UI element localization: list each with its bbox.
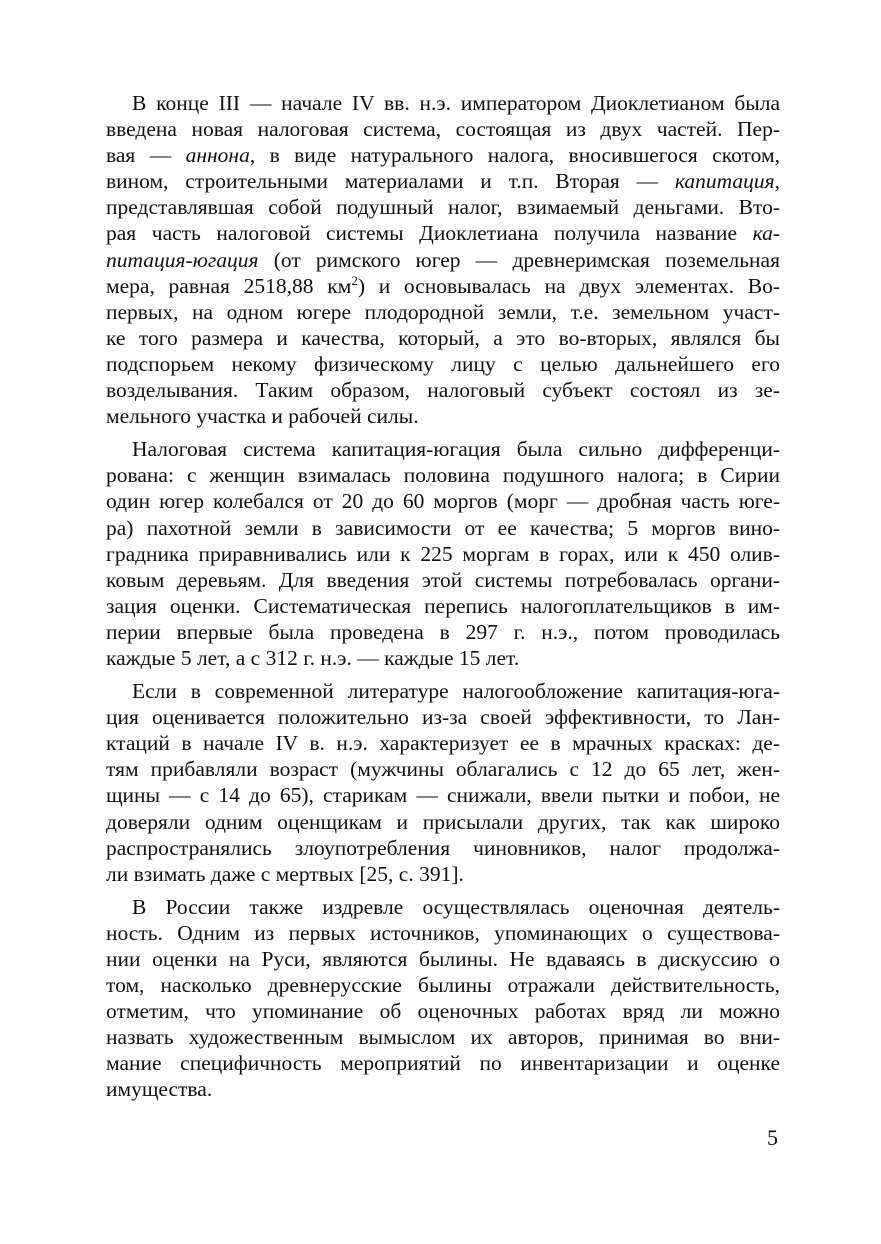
text-segment: ковым деревьям. Для введения этой системы потребовалась органи-	[106, 567, 780, 592]
text-segment: возделывания. Таким образом, налоговый субъект состоял из зе-	[106, 378, 780, 403]
text-line	[106, 567, 780, 593]
text-segment: ,	[774, 169, 780, 194]
text-segment: ция оценивается положительно из-за своей эффективности, то Лан-	[106, 705, 780, 730]
text-segment: введена новая налоговая система, состоящая из двух частей. Пер-	[106, 117, 780, 142]
text-line	[106, 920, 780, 946]
text-line	[106, 704, 780, 730]
text-segment: вая —	[106, 143, 186, 168]
text-segment: (от римского югер — древнеримская поземельная	[258, 247, 780, 272]
text-line	[106, 782, 780, 808]
paragraph	[106, 436, 780, 671]
paragraph	[106, 894, 780, 1103]
text-line	[106, 462, 780, 488]
text-segment: рая часть налоговой системы Диоклетиана получила название	[106, 221, 753, 246]
text-segment: Если в современной литературе налогообложение капитация-юга-	[132, 679, 780, 704]
italic-term: аннона	[185, 143, 250, 168]
text-segment: мельного участка и рабочей силы.	[106, 404, 419, 429]
text-segment: В России также издревле осуществлялась оценочная деятель-	[132, 894, 780, 919]
text-line	[106, 142, 780, 168]
text-segment: вином, строительными материалами и т.п. Вторая —	[106, 169, 675, 194]
text-line	[106, 593, 780, 619]
text-line	[106, 403, 780, 429]
text-segment: ктаций в начале IV в. н.э. характеризует ее в мрачных красках: де-	[106, 731, 780, 756]
text-segment: , в виде натурального налога, вносившегося скотом,	[249, 143, 780, 168]
text-line	[106, 645, 780, 671]
text-line	[106, 299, 780, 325]
text-segment: подспорьем некому физическому лицу с целью дальнейшего его	[106, 351, 780, 376]
italic-term: питация-югация	[106, 247, 259, 272]
text-segment: ) и основывалась на двух элементах. Во-	[357, 273, 780, 298]
text-line	[106, 515, 780, 541]
text-line	[106, 946, 780, 972]
text-line	[106, 436, 780, 462]
text-line	[106, 998, 780, 1024]
text-line	[106, 220, 780, 246]
text-line	[106, 194, 780, 220]
text-line	[106, 273, 780, 299]
text-line	[106, 1024, 780, 1050]
text-segment: тям прибавляли возраст (мужчины облагались с 12 до 65 лет, жен-	[106, 757, 780, 782]
text-line	[106, 678, 780, 704]
text-line	[106, 972, 780, 998]
text-line	[106, 619, 780, 645]
text-segment: ке того размера и качества, который, а это во-вторых, являлся бы	[106, 325, 780, 350]
text-segment: один югер колебался от 20 до 60 моргов (морг — дробная часть юге-	[106, 489, 780, 514]
text-line	[106, 1076, 780, 1102]
text-line	[106, 247, 780, 273]
text-segment: имущества.	[106, 1077, 213, 1102]
text-segment: доверяли одним оценщикам и присылали других, так как широко	[106, 809, 780, 834]
text-segment: назвать художественным вымыслом их авторов, принимая во вни-	[106, 1025, 780, 1050]
text-segment: каждые 5 лет, а с 312 г. н.э. — каждые 15 лет.	[106, 645, 520, 670]
text-line	[106, 730, 780, 756]
page-number: 5	[767, 1125, 778, 1150]
text-segment: первых, на одном югере плодородной земли, т.е. земельном участ-	[106, 299, 780, 324]
text-line	[106, 861, 780, 887]
text-segment: В конце III — начале IV вв. н.э. императором Диоклетианом была	[132, 91, 780, 115]
text-segment: том, насколько древнерусские былины отражали действительность,	[106, 973, 780, 998]
superscript: 2	[351, 272, 358, 288]
text-line	[106, 1050, 780, 1076]
paragraph	[106, 90, 780, 429]
text-segment: отметим, что упоминание об оценочных работах вряд ли можно	[106, 999, 780, 1024]
text-segment: Налоговая система капитация-югация была сильно дифференци-	[132, 437, 780, 462]
body-text	[106, 90, 780, 1103]
text-segment: ра) пахотной земли в зависимости от ее качества; 5 моргов вино-	[106, 515, 780, 540]
text-segment: ность. Одним из первых источников, упоминающих о существова-	[106, 920, 780, 945]
text-segment: распространялись злоупотребления чиновников, налог продолжа-	[106, 835, 780, 860]
text-segment: перии впервые была проведена в 297 г. н.э., потом проводилась	[106, 619, 780, 644]
paragraph	[106, 678, 780, 887]
text-segment: представлявшая собой подушный налог, взимаемый деньгами. Вто-	[106, 195, 780, 220]
text-segment: нии оценки на Руси, являются былины. Не вдаваясь в дискуссию о	[106, 947, 780, 971]
text-line	[106, 116, 780, 142]
text-line	[106, 809, 780, 835]
text-segment: мание специфичность мероприятий по инвентаризации и оценке	[106, 1051, 780, 1076]
text-line	[106, 541, 780, 567]
text-segment: градника приравнивались или к 225 моргам в горах, или к 450 олив-	[106, 541, 780, 566]
text-line	[106, 351, 780, 377]
text-line	[106, 377, 780, 403]
text-segment: зация оценки. Систематическая перепись налогоплательщиков в им-	[106, 593, 780, 618]
text-segment: мера, равная 2518,88 км	[106, 273, 352, 298]
text-line	[106, 488, 780, 514]
text-line	[106, 90, 780, 116]
text-segment: ли взимать даже с мертвых [25, с. 391].	[106, 861, 464, 886]
text-line	[106, 894, 780, 920]
italic-term: ка-	[752, 221, 780, 246]
text-line	[106, 325, 780, 351]
italic-term: капитация	[674, 169, 775, 194]
text-line	[106, 835, 780, 861]
text-line	[106, 756, 780, 782]
text-segment: рована: с женщин взималась половина подушного налога; в Сирии	[106, 463, 780, 488]
text-line	[106, 168, 780, 194]
text-segment: щины — с 14 до 65), старикам — снижали, ввели пытки и побои, не	[106, 783, 780, 808]
